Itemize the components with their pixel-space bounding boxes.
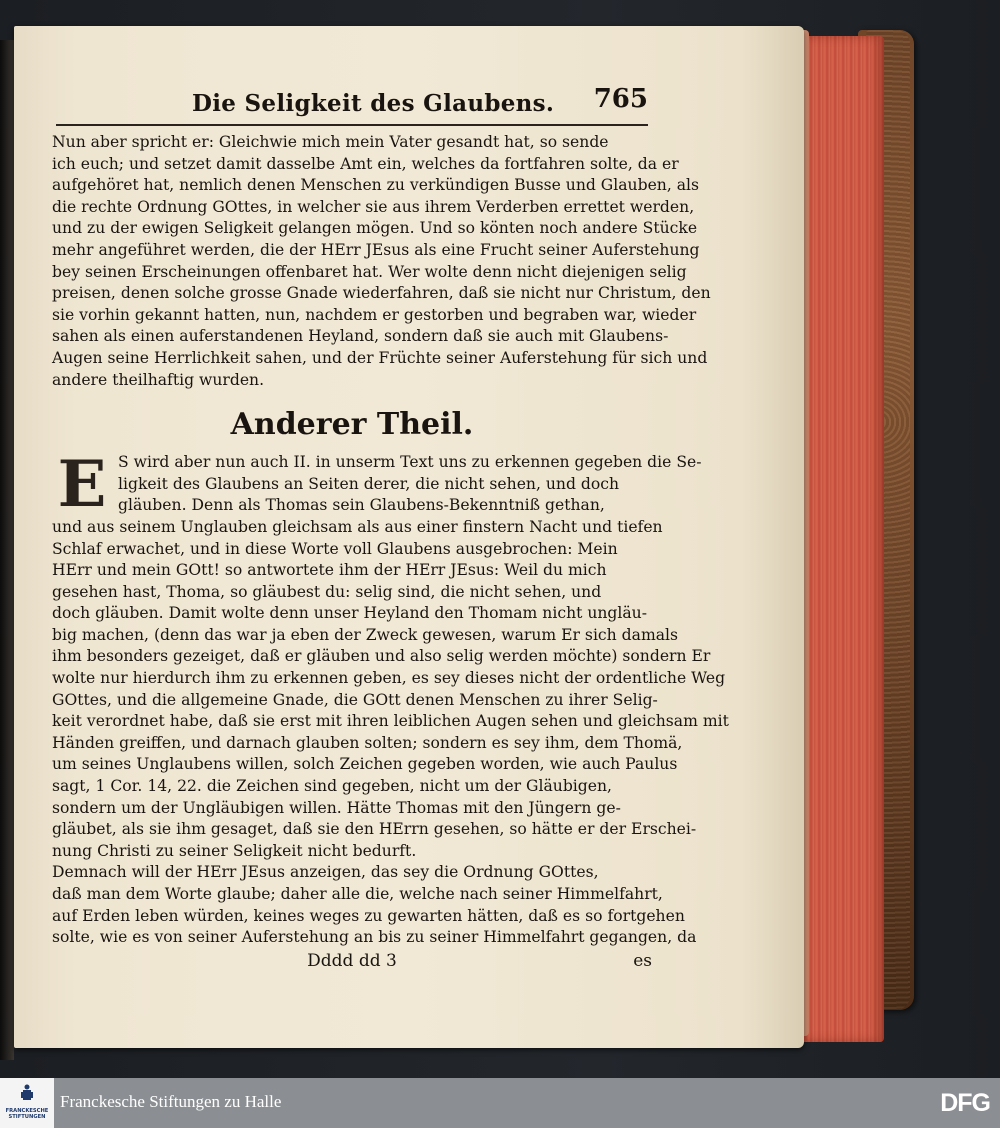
text-line: ich euch; und setzet damit dasselbe Amt ein, welches da fortfahren solte, da er [52,154,679,173]
text-line: doch gläuben. Damit wolte denn unser Heyland den Thomam nicht ungläu- [52,604,647,623]
page-text [52,84,729,971]
paragraph-1 [52,132,711,391]
text-line: bey seinen Erscheinungen offenbaret hat. Wer wolte denn nicht diejenigen selig [52,262,687,281]
text-line: um seines Unglaubens willen, solch Zeichen gegeben worden, wie auch Paulus [52,755,678,774]
text-line: andere theilhaftig wurden. [52,370,265,389]
text-line: gläubet, als sie ihm gesaget, daß sie den HErrn gesehen, so hätte er der Erschei- [52,820,697,839]
text-line: nung Christi zu seiner Seligkeit nicht bedurft. [52,841,417,860]
running-head: Die Seligkeit des Glaubens. [192,90,555,117]
text-line: Nun aber spricht er: Gleichwie mich mein Vater gesandt hat, so sende [52,133,609,151]
text-line: keit verordnet habe, daß sie erst mit ihren leiblichen Augen sehen und gleichsam mit [52,712,729,731]
text-line: Schlaf erwachet, und in diese Worte voll Glaubens ausgebrochen: Mein [52,539,618,558]
drop-cap: E [57,447,107,523]
text-line: Demnach will der HErr JEsus anzeigen, das sey die Ordnung GOttes, [52,863,599,882]
text-line: sondern um der Ungläubigen willen. Hätte Thomas mit den Jüngern ge- [52,798,621,817]
page-foot [52,951,652,971]
catchword: es [633,950,652,971]
page-number: 765 [593,84,648,114]
text-line: wolte nur hierdurch ihm zu erkennen geben, es sey dieses nicht der ordentliche Weg [52,669,726,688]
franckesche-emblem-icon [20,1084,34,1102]
text-line: HErr und mein GOtt! so antwortete ihm der HErr JEsus: Weil du mich [52,561,607,580]
left-page-edge [0,40,14,1060]
text-line: die rechte Ordnung GOttes, in welcher sie aus ihrem Verderben errettet werden, [52,197,695,216]
text-line: aufgehöret hat, nemlich denen Menschen zu verkündigen Busse und Glauben, als [52,176,700,195]
page-header [52,84,652,124]
text-line: Händen greiffen, und darnach glauben solten; sondern es sey ihm, dem Thomä, [52,733,683,752]
paragraph-2-opening [52,447,702,523]
text-line: daß man dem Worte glaube; daher alle die, welche nach seiner Himmelfahrt, [52,885,663,903]
text-line: sahen als einen auferstandenen Heyland, sondern daß sie auch mit Glaubens- [52,327,669,346]
institution-logo[interactable] [0,1078,54,1128]
text-line: preisen, denen solche grosse Gnade wiederfahren, daß sie nicht nur Christum, den [52,284,711,303]
dfg-logo[interactable]: DFG [940,1089,990,1117]
text-line: S wird aber nun auch II. in unserm Text uns zu erkennen gegeben die Se- [118,453,702,472]
text-line: ihm besonders gezeiget, daß er gläuben und also selig werden möchte) sondern Er [52,647,711,666]
paragraph-3 [52,862,697,948]
text-line: big machen, (denn das war ja eben der Zweck gewesen, warum Er sich damals [52,625,679,644]
text-line: GOttes, und die allgemeine Gnade, die GOtt denen Menschen zu ihrer Selig- [52,690,658,709]
text-line: mehr angeführet werden, die der HErr JEsus als eine Frucht seiner Auferstehung [52,240,700,259]
text-line: solte, wie es von seiner Auferstehung an bis zu seiner Himmelfahrt gegangen, da [52,928,697,947]
footer-bar [0,1078,1000,1128]
section-title: Anderer Theil. [230,407,474,443]
red-page-block [806,36,884,1042]
text-line: und aus seinem Unglauben gleichsam als aus einer finstern Nacht und tiefen [52,517,663,536]
text-line: gläuben. Denn als Thomas sein Glaubens-Bekenntniß gethan, [118,496,605,515]
paragraph-2 [52,517,729,863]
text-line: ligkeit des Glaubens an Seiten derer, die nicht sehen, und doch [118,474,620,493]
text-line: auf Erden leben würden, keines weges zu gewarten hätten, daß es so fortgehen [52,906,685,925]
institution-name[interactable]: Franckesche Stiftungen zu Halle [60,1092,282,1111]
text-line: gesehen hast, Thoma, so gläubest du: selig sind, die nicht sehen, und [52,582,602,601]
logo-text: FRANCKESCHE STIFTUNGEN [5,1108,49,1120]
header-rule [56,124,648,126]
text-line: sie vorhin gekannt hatten, nun, nachdem er gestorben und begraben war, wieder [52,305,697,324]
text-line: und zu der ewigen Seligkeit gelangen mögen. Und so könten noch andere Stücke [52,219,698,238]
paragraph-2-indented [52,447,702,523]
text-line: sagt, 1 Cor. 14, 22. die Zeichen sind gegeben, nicht um der Gläubigen, [52,777,612,796]
signature-mark: Dddd dd 3 [307,950,397,971]
text-line: Augen seine Herrlichkeit sahen, und der Früchte seiner Auferstehung für sich und [52,348,708,367]
